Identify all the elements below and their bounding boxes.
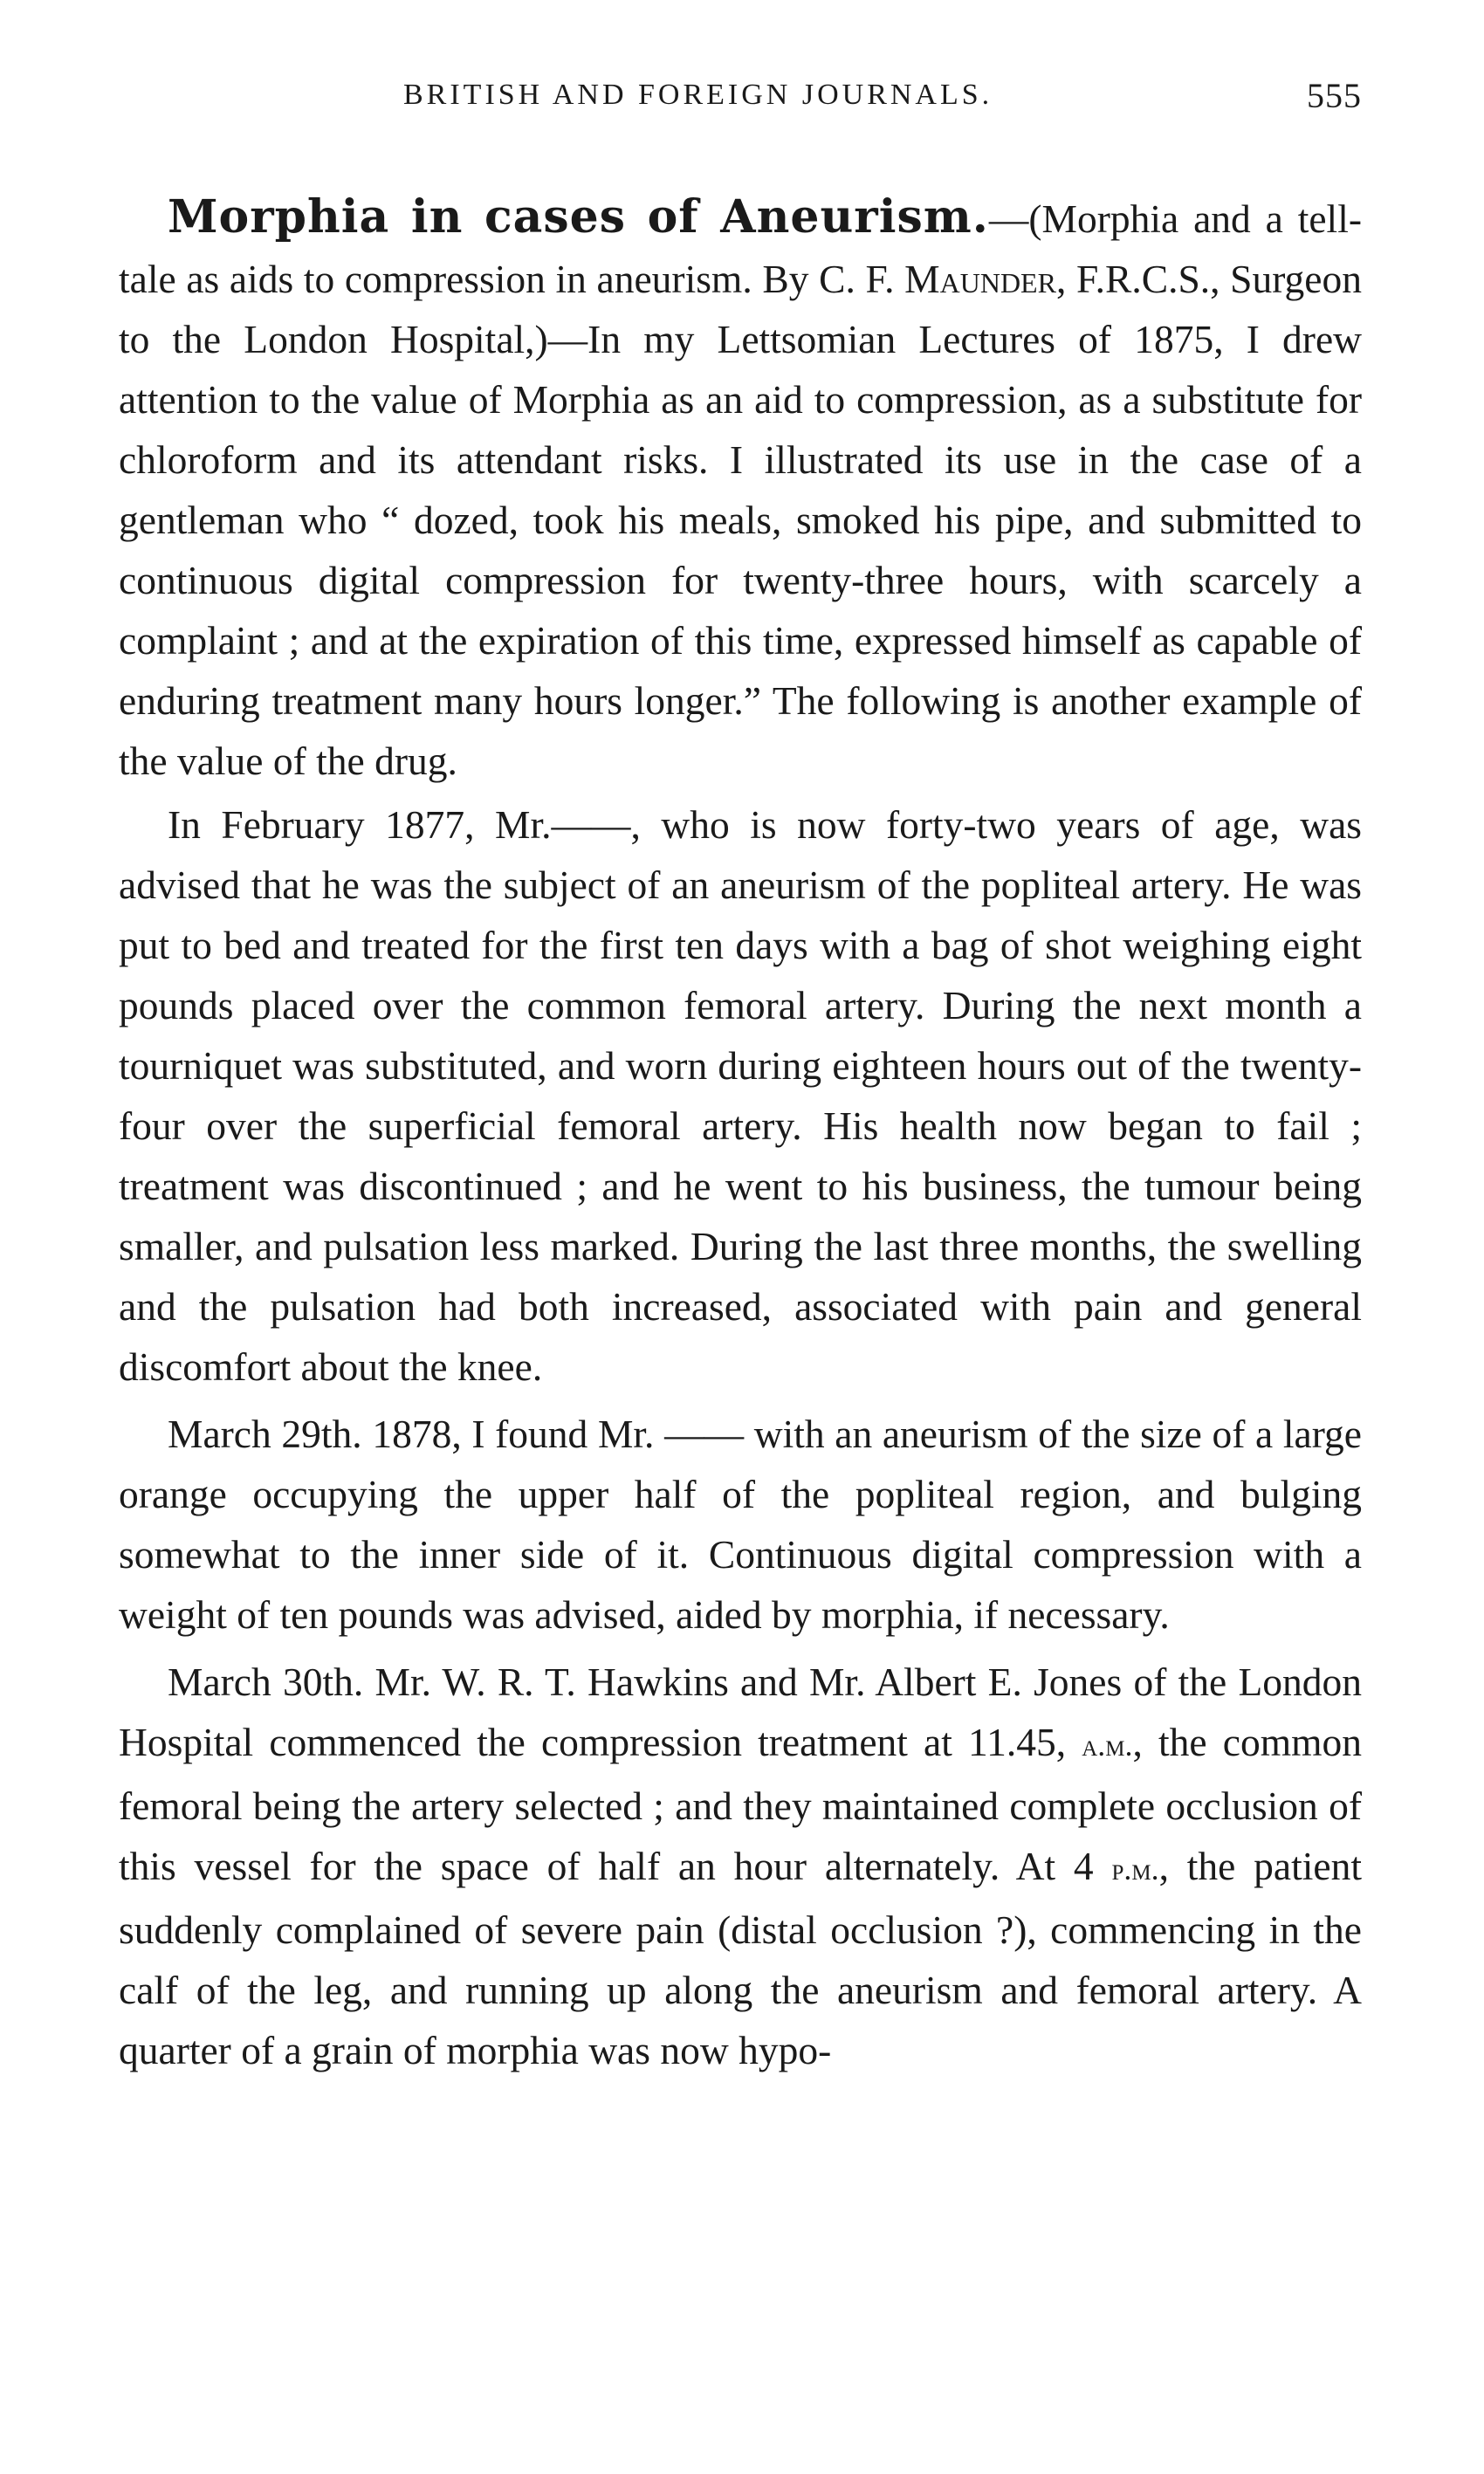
am-abbrev: a.m. [1082,1728,1133,1763]
intro-rest: , F.R.C.S., Surgeon to the London Hospital,)—In my Lettsomian Lectures of 1875, I drew attention to the value of Morphia as an aid to compression, as a substitute for chloroform and its attendant risks. I illustrated its use in the case of a gentleman who “ dozed, took his meals, smoked his pipe, and submitted to continuous digital compression for twenty-three hours, with scarcely a complaint ; and at the expiration of this time, expressed himself as capable of enduring treatment many hours longer.” The following is another example of the value of the drug. [119,257,1362,783]
case-history-paragraph: In February 1877, Mr.——, who is now forty-two years of age, was advised that he was the subject of an aneurism of the popliteal artery. He was put to bed and treated for the first ten days with a bag of shot weighing eight pounds placed over the common femoral artery. During the next month a tourniquet was substituted, and worn during eighteen hours out of the twenty-four over the superficial femoral artery. His health now began to fail ; treatment was discontinued ; and he went to his business, the tumour being smaller, and pulsation less marked. During the last three months, the swelling and the pulsation had both increased, associated with pain and general discomfort about the knee. [119,802,1362,1389]
march-29-paragraph: March 29th. 1878, I found Mr. —— with an aneurism of the size of a large orange occupying the upper half of the popliteal region, and bulging somewhat to the inner side of it. Continuous digital compression with a weight of ten pounds was advised, aided by morphia, if necessary. [119,1412,1362,1637]
article-heading: Morphia in cases of Aneurism. [168,190,989,244]
intro-prefix: —(Morphia and a tell-tale as aids to compression in aneurism. By C. F. [119,196,1362,301]
march-30-text-c: , the patient suddenly complained of severe pain (distal occlusion ?), commencing in the calf of the leg, and running up along the aneurism and femoral artery. A quarter of a grain of morphia was now hypo- [119,1844,1363,2072]
march-30-text-b: , the common femoral being the artery selected ; and they maintained complete occlusion of this vessel for the space of half an hour alternately. At 4 [119,1720,1362,1888]
journal-page [119,76,1363,2087]
page-number: 555 [1307,76,1362,115]
march-30-text-a: March 30th. Mr. W. R. T. Hawkins and Mr. Albert E. Jones of the London Hospital commenced the compression treatment at 11.45, [119,1660,1362,1764]
running-head [119,76,1362,131]
pm-abbrev: p.m. [1111,1852,1159,1886]
article-body [119,187,1362,2080]
author-name: Maunder [904,257,1056,301]
march-30-paragraph [119,1652,1362,2080]
intro-paragraph [119,187,1362,791]
running-title: BRITISH AND FOREIGN JOURNALS. [403,79,993,111]
